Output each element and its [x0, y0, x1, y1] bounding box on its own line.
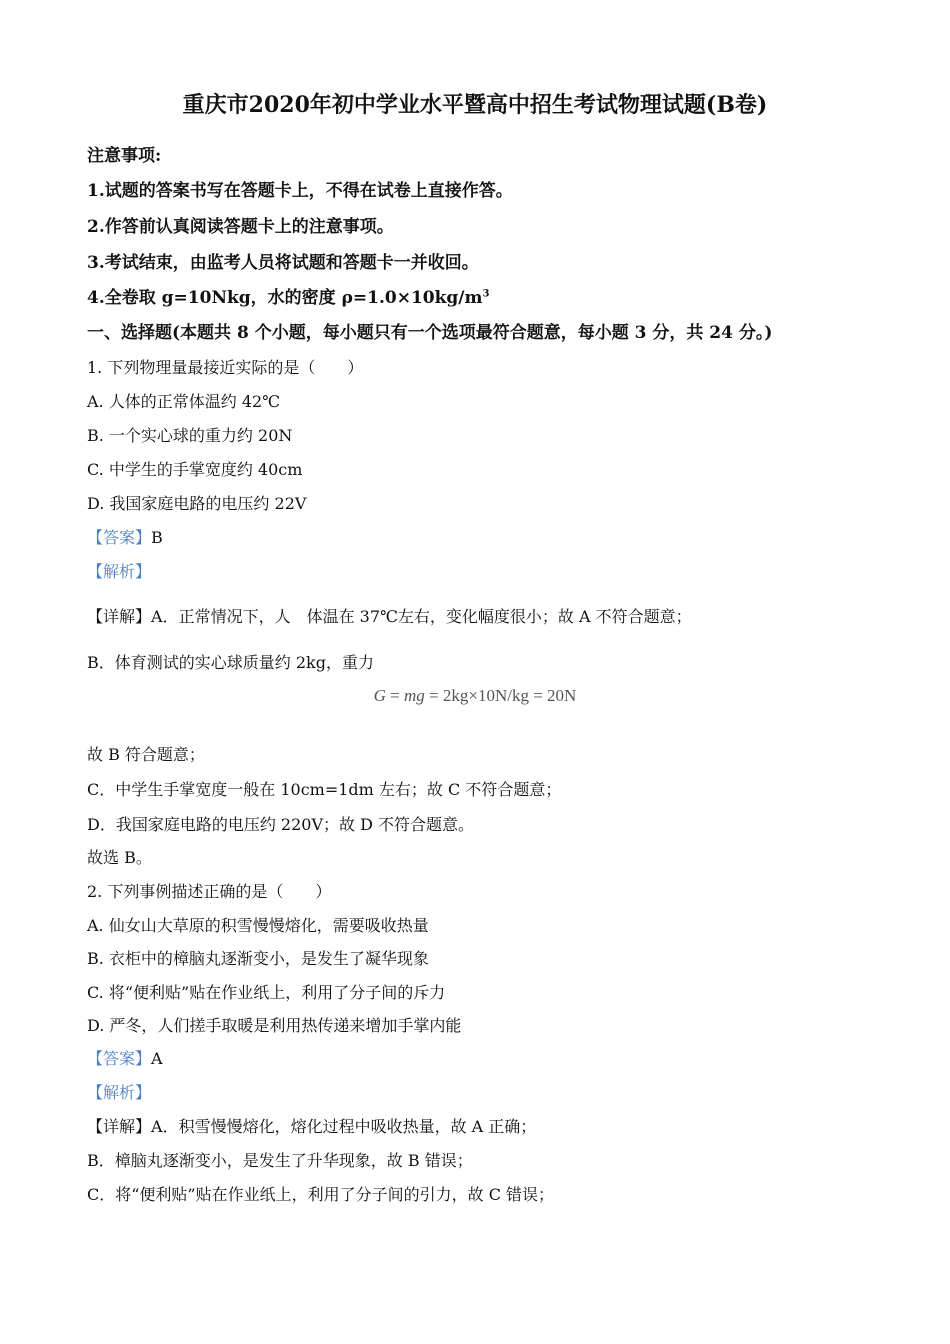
q2-answer-value: A: [151, 1049, 163, 1068]
q2-stem: 2. 下列事例描述正确的是（ ）: [87, 882, 332, 901]
q2-answer-tag: 【答案】: [87, 1049, 152, 1068]
q1-detail-c: C．中学生手掌宽度一般在 10cm=1dm 左右；故 C 不符合题意；: [87, 780, 562, 799]
q2-detail-tag: 【详解】: [87, 1117, 152, 1136]
q1-detail-a-text: A．正常情况下，人 体温在 37℃左右，变化幅度很小；故 A 不符合题意；: [151, 607, 692, 626]
formula-equals: =: [385, 686, 405, 705]
q1-detail-tag: 【详解】: [87, 607, 152, 626]
formula-g: G: [373, 686, 386, 705]
q1-conclusion: 故选 B。: [87, 848, 152, 867]
q2-option-c: C. 将“便利贴”贴在作业纸上，利用了分子间的斥力: [87, 983, 446, 1002]
q2-answer: [87, 1049, 163, 1069]
formula-mg: mg: [404, 686, 425, 705]
q1-answer-value: B: [151, 528, 163, 547]
q1-detail-a: [87, 607, 692, 627]
q2-detail-c: C．将“便利贴”贴在作业纸上，利用了分子间的引力，故 C 错误；: [87, 1185, 555, 1204]
q1-option-a: A. 人体的正常体温约 42℃: [87, 392, 281, 411]
q1-formula: [0, 686, 950, 706]
note-item-1: 1.试题的答案书写在答题卡上，不得在试卷上直接作答。: [87, 181, 513, 201]
q1-analysis-tag: 【解析】: [87, 562, 152, 581]
page-title: 重庆市2020年初中学业水平暨高中招生考试物理试题(B卷): [182, 92, 768, 118]
q1-option-c: C. 中学生的手掌宽度约 40cm: [87, 460, 303, 479]
note-item-4-text: 4.全卷取 g=10Nkg，水的密度 ρ=1.0×10kg/m: [87, 288, 483, 308]
q2-detail-b: B．樟脑丸逐渐变小，是发生了升华现象，故 B 错误；: [87, 1151, 473, 1170]
note-item-2: 2.作答前认真阅读答题卡上的注意事项。: [87, 217, 394, 237]
section-heading: 一、选择题(本题共 8 个小题，每小题只有一个选项最符合题意，每小题 3 分，共 24 分。): [87, 323, 773, 343]
q1-detail-b: B．体育测试的实心球质量约 2kg，重力: [87, 653, 374, 672]
q1-detail-b2: 故 B 符合题意；: [87, 745, 205, 764]
notes-heading: 注意事项:: [87, 146, 162, 166]
q1-stem: 1. 下列物理量最接近实际的是（ ）: [87, 358, 364, 377]
q2-option-b: B. 衣柜中的樟脑丸逐渐变小，是发生了凝华现象: [87, 949, 429, 968]
q1-detail-d: D．我国家庭电路的电压约 220V；故 D 不符合题意。: [87, 815, 475, 834]
formula-result: = 2kg×10N/kg = 20N: [424, 686, 577, 705]
q2-analysis-tag: 【解析】: [87, 1083, 152, 1102]
note-item-4: [87, 288, 489, 308]
q1-option-b: B. 一个实心球的重力约 20N: [87, 426, 293, 445]
q1-option-d: D. 我国家庭电路的电压约 22V: [87, 494, 307, 513]
q1-answer-tag: 【答案】: [87, 528, 152, 547]
q2-detail-a: [87, 1117, 536, 1137]
q2-option-d: D. 严冬，人们搓手取暖是利用热传递来增加手掌内能: [87, 1016, 462, 1035]
q1-answer: [87, 528, 163, 548]
q2-option-a: A. 仙女山大草原的积雪慢慢熔化，需要吸收热量: [87, 916, 429, 935]
note-item-4-superscript: 3: [482, 288, 490, 300]
note-item-3: 3.考试结束，由监考人员将试题和答题卡一并收回。: [87, 253, 479, 273]
q2-detail-a-text: A．积雪慢慢熔化，熔化过程中吸收热量，故 A 正确；: [151, 1117, 537, 1136]
